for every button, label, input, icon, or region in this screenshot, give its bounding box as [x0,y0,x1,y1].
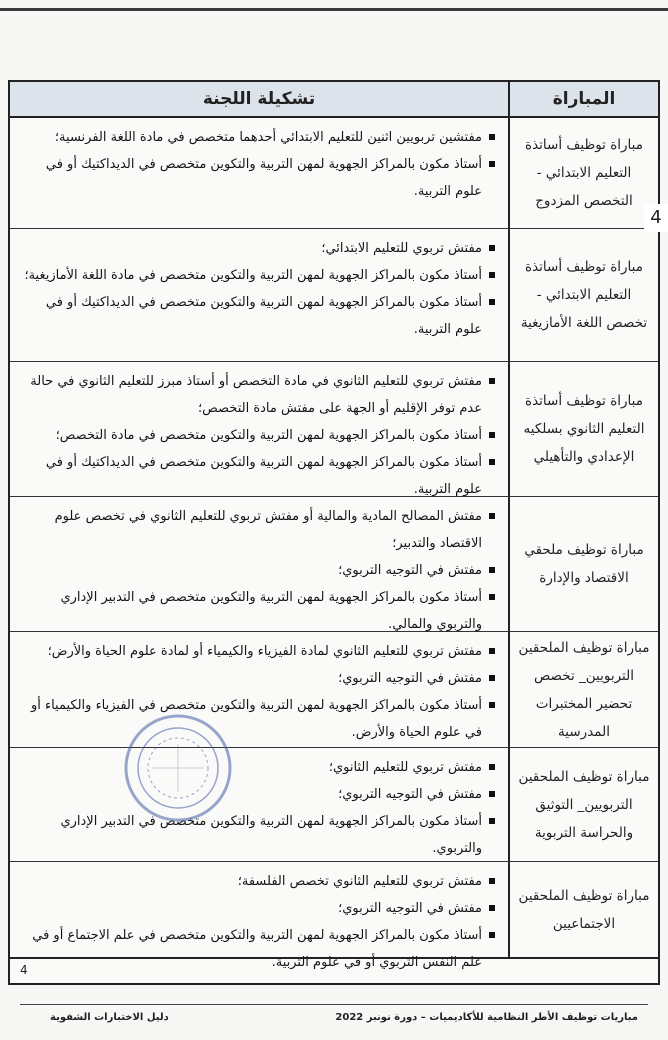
exam-name: مباراة توظيف الملحقين الاجتماعيين [518,887,650,932]
exam-cell [510,118,658,228]
exam-name: مباراة توظيف الملحقين التربويين_ تخصص تحضير المختبرات المدرسية [518,639,650,740]
committee-cell [10,229,510,361]
table-row [10,362,658,497]
exam-cell [510,632,658,747]
footer-left-text: دليل الاختبارات الشفوية [50,1012,169,1023]
footer-line [20,1004,648,1005]
committee-cell [10,862,510,970]
list-item: مفتش تربوي للتعليم الابتدائي؛ [18,235,496,262]
committee-cell [10,362,510,496]
list-item: مفتش المصالح المادية والمالية أو مفتش تربوي للتعليم الثانوي في تخصص علوم الاقتصاد والتدبير؛ [18,503,496,557]
list-item: مفتش في التوجيه التربوي؛ [18,781,496,808]
committee-table [8,80,660,985]
list-item: مفتش تربوي للتعليم الثانوي في مادة التخصص أو أستاذ مبرز للتعليم الثانوي في حالة عدم توفر الإقليم أو الجهة على مفتش مادة التخصص؛ [18,368,496,422]
list-item: أستاذ مكون بالمراكز الجهوية لمهن التربية والتكوين متخصص في الفيزياء والكيمياء أو في علوم الحياة والأرض. [18,692,496,746]
exam-cell [510,362,658,496]
exam-name: مباراة توظيف الملحقين التربويين_ التوثيق والحراسة التربوية [518,768,650,841]
committee-cell [10,748,510,861]
table-row [10,748,658,862]
committee-cell [10,632,510,747]
list-item: مفتش في التوجيه التربوي؛ [18,895,496,922]
list-item: مفتش في التوجيه التربوي؛ [18,665,496,692]
exam-cell [510,862,658,957]
committee-cell [10,118,510,228]
list-item: أستاذ مكون بالمراكز الجهوية لمهن التربية والتكوين متخصص في مادة اللغة الأمازيغية؛ [18,262,496,289]
header-committee: تشكيلة اللجنة [10,82,510,116]
table-row [10,497,658,632]
footer-right-text: مباريات توظيف الأطر النظامية للأكاديميات – دورة نونبر 2022 [335,1012,638,1023]
table-footer-row [10,957,658,983]
list-item: مفتش في التوجيه التربوي؛ [18,557,496,584]
list-item: أستاذ مكون بالمراكز الجهوية لمهن التربية والتكوين متخصص في التدبير الإداري والتربوي. [18,808,496,862]
top-rule [0,8,668,11]
exam-name: مباراة توظيف ملحقي الاقتصاد والإدارة [524,542,644,586]
exam-name: مباراة توظيف أساتذة التعليم الابتدائي - تخصص اللغة الأمازيغية [520,259,648,331]
list-item: أستاذ مكون بالمراكز الجهوية لمهن التربية والتكوين متخصص في الديداكتيك أو في علوم التربية. [18,289,496,343]
list-item: مفتش تربوي للتعليم الثانوي؛ [18,754,496,781]
list-item: مفتش تربوي للتعليم الثانوي لمادة الفيزياء والكيمياء أو لمادة علوم الحياة والأرض؛ [18,638,496,665]
list-item: أستاذ مكون بالمراكز الجهوية لمهن التربية والتكوين متخصص في مادة التخصص؛ [18,422,496,449]
side-page-number: 4 [644,204,668,232]
list-item: أستاذ مكون بالمراكز الجهوية لمهن التربية والتكوين متخصص في الديداكتيك أو في علوم التربية. [18,151,496,205]
list-item: مفتش تربوي للتعليم الثانوي تخصص الفلسفة؛ [18,868,496,895]
list-item: أستاذ مكون بالمراكز الجهوية لمهن التربية والتكوين متخصص في الديداكتيك أو في علوم التربية. [18,449,496,503]
committee-cell [10,497,510,631]
table-row [10,862,658,970]
exam-cell [510,229,658,361]
page-number: 4 [20,963,28,977]
header-exam: المباراة [552,89,616,109]
list-item: أستاذ مكون بالمراكز الجهوية لمهن التربية والتكوين متخصص في التدبير الإداري والتربوي والمالي. [18,584,496,638]
table-row [10,118,658,229]
exam-name: مباراة توظيف أساتذة التعليم الثانوي بسلكيه الإعدادي والتأهيلي [523,393,645,465]
list-item: أستاذ مكون بالمراكز الجهوية لمهن التربية والتكوين متخصص في علم الاجتماع أو في علم النفس التربوي أو في علوم التربية. [18,922,496,976]
exam-cell [510,497,658,631]
table-row [10,632,658,748]
table-row [10,229,658,362]
official-stamp-icon [122,712,234,824]
table-header [10,82,658,118]
exam-name: مباراة توظيف أساتذة التعليم الابتدائي - التخصص المزدوج [525,137,643,209]
exam-cell [510,748,658,861]
list-item: مفتشين تربويين اثنين للتعليم الابتدائي أحدهما متخصص في مادة اللغة الفرنسية؛ [18,124,496,151]
